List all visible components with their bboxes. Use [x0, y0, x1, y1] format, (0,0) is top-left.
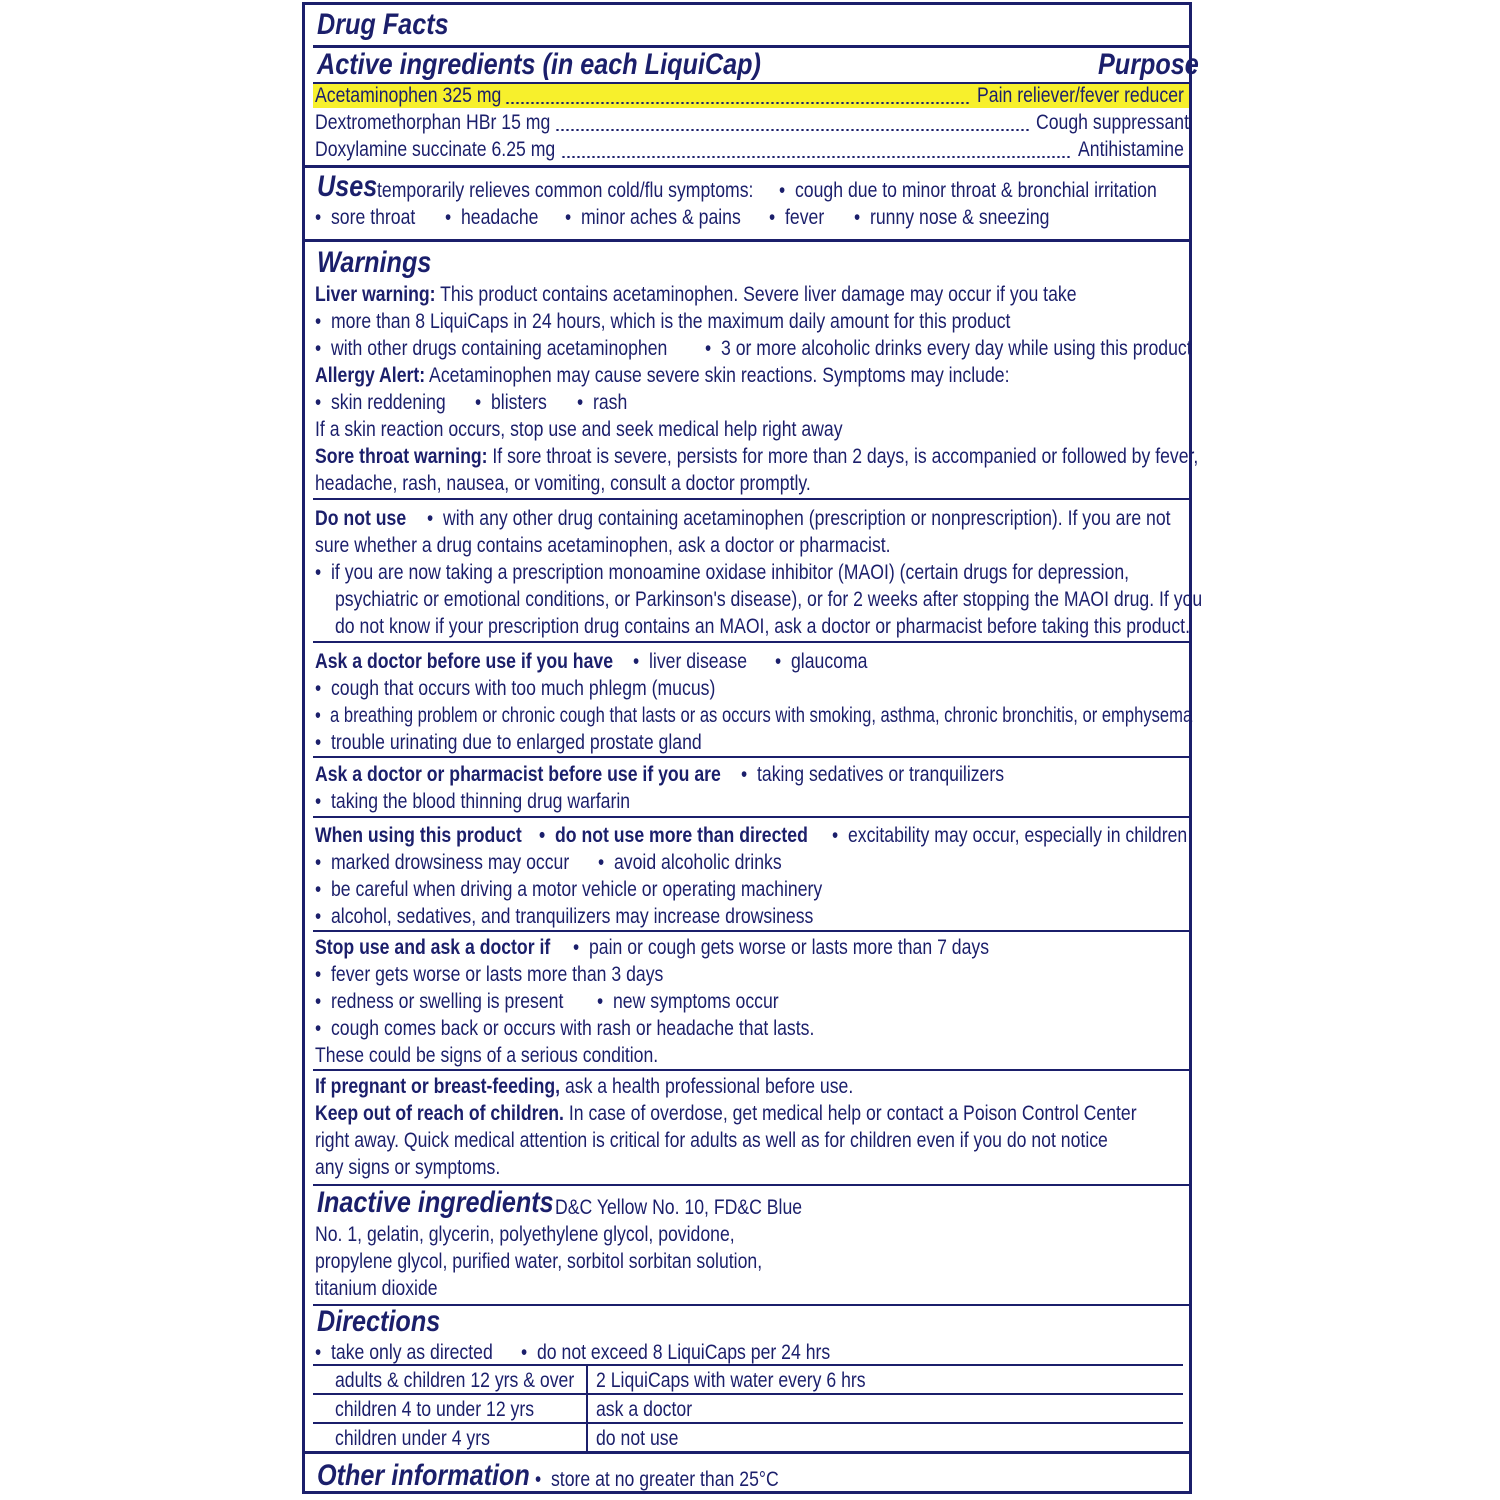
- do-not-use: Do not use: [315, 507, 407, 530]
- ingredient-purpose: Cough suppressant: [1036, 111, 1189, 134]
- sore-throat-warning: Sore throat warning: If sore throat is severe, persists for more than 2 days, is accompanied or followed by fever,: [315, 445, 1199, 468]
- when-using-item: • marked drowsiness may occur: [315, 851, 569, 875]
- when-using: When using this product: [315, 824, 522, 847]
- ask-doctor-item: • glaucoma: [775, 650, 867, 674]
- stop-use-note: These could be signs of a serious condition.: [315, 1044, 659, 1067]
- other-information-item: • store at no greater than 25°C: [535, 1468, 779, 1492]
- liver-warning: Liver warning: This product contains acetaminophen. Severe liver damage may occur if you take: [315, 283, 1077, 306]
- liver-item: • 3 or more alcoholic drinks every day while using this product: [705, 337, 1192, 361]
- use-item: • headache: [445, 206, 538, 230]
- sore-throat-text: headache, rash, nausea, or vomiting, consult a doctor promptly.: [315, 472, 811, 495]
- dosage-amount: do not use: [596, 1427, 679, 1450]
- ask-doctor-item: • trouble urinating due to enlarged prostate gland: [315, 731, 702, 755]
- do-not-use-text: sure whether a drug contains acetaminophen, ask a doctor or pharmacist.: [315, 534, 891, 557]
- directions-heading: Directions: [317, 1305, 441, 1338]
- allergy-item: • blisters: [475, 391, 547, 415]
- dosage-amount: 2 LiquiCaps with water every 6 hrs: [596, 1369, 866, 1392]
- use-item: • minor aches & pains: [565, 206, 741, 230]
- leader-dots: [555, 129, 1030, 131]
- ask-pharmacist: Ask a doctor or pharmacist before use if you are: [315, 763, 721, 786]
- divider: [313, 816, 1189, 818]
- ask-doctor-item: • liver disease: [633, 650, 747, 674]
- divider: [313, 756, 1189, 758]
- ask-doctor-item: • a breathing problem or chronic cough that lasts or as occurs with smoking, asthma, chronic bronchitis, or emphysema: [315, 704, 1192, 728]
- do-not-use-item: • if you are now taking a prescription monoamine oxidase inhibitor (MAOI) (certain drugs for depression,: [315, 561, 1129, 585]
- when-using-item: • do not use more than directed: [539, 824, 808, 848]
- when-using-item: • excitability may occur, especially in children: [832, 824, 1187, 848]
- allergy-item: • rash: [577, 391, 627, 415]
- divider: [305, 1451, 1189, 1454]
- drug-facts-panel: [302, 2, 1203, 1494]
- divider: [313, 1304, 1189, 1306]
- other-information-heading: Other information: [317, 1459, 530, 1492]
- liver-item: • with other drugs containing acetaminophen: [315, 337, 667, 361]
- uses-heading: Uses: [317, 170, 378, 203]
- directions-table-line: [313, 1364, 1183, 1366]
- ask-pharmacist-item: • taking the blood thinning drug warfarin: [315, 790, 630, 814]
- dosage-age: adults & children 12 yrs & over: [335, 1369, 575, 1392]
- do-not-use-item: • with any other drug containing acetaminophen (prescription or nonprescription). If you are not: [427, 507, 1171, 531]
- ingredient-purpose: Pain reliever/fever reducer: [977, 84, 1184, 107]
- divider: [313, 930, 1189, 932]
- inactive-text: D&C Yellow No. 10, FD&C Blue: [555, 1196, 803, 1219]
- directions-item: • do not exceed 8 LiquiCaps per 24 hrs: [521, 1341, 830, 1365]
- divider: [305, 239, 1189, 242]
- allergy-alert: Allergy Alert: Acetaminophen may cause severe skin reactions. Symptoms may include:: [315, 364, 1010, 387]
- when-using-item: • alcohol, sedatives, and tranquilizers may increase drowsiness: [315, 905, 813, 929]
- stop-use-item: • new symptoms occur: [597, 990, 779, 1014]
- directions-table-line: [313, 1393, 1183, 1395]
- dosage-amount: ask a doctor: [596, 1398, 693, 1421]
- inactive-text: propylene glycol, purified water, sorbitol sorbitan solution,: [315, 1250, 763, 1273]
- leader-dots: [561, 156, 1071, 158]
- use-item: • fever: [769, 206, 824, 230]
- keep-out-warning: Keep out of reach of children. In case of overdose, get medical help or contact a Poison Control Center: [315, 1102, 1137, 1125]
- stop-use-item: • cough comes back or occurs with rash or headache that lasts.: [315, 1017, 814, 1041]
- leader-dots: [505, 102, 970, 104]
- dosage-age: children 4 to under 12 yrs: [335, 1398, 535, 1421]
- use-item: • cough due to minor throat & bronchial irritation: [779, 179, 1157, 203]
- ingredient-name: Acetaminophen 325 mg: [315, 84, 502, 107]
- divider: [305, 165, 1189, 168]
- inactive-text: No. 1, gelatin, glycerin, polyethylene glycol, povidone,: [315, 1223, 735, 1246]
- ingredient-name: Dextromethorphan HBr 15 mg: [315, 111, 551, 134]
- do-not-use-text: psychiatric or emotional conditions, or Parkinson's disease), or for 2 weeks after stopping the MAOI drug. If you: [335, 588, 1203, 611]
- ask-pharmacist-item: • taking sedatives or tranquilizers: [741, 763, 1004, 787]
- ask-doctor-item: • cough that occurs with too much phlegm (mucus): [315, 677, 715, 701]
- allergy-item: • skin reddening: [315, 391, 446, 415]
- do-not-use-text: do not know if your prescription drug contains an MAOI, ask a doctor or pharmacist before taking this product.: [335, 615, 1190, 638]
- ingredient-name: Doxylamine succinate 6.25 mg: [315, 138, 556, 161]
- use-item: • sore throat: [315, 206, 415, 230]
- use-item: • runny nose & sneezing: [854, 206, 1049, 230]
- divider: [313, 1069, 1189, 1071]
- dosage-age: children under 4 yrs: [335, 1427, 490, 1450]
- directions-table-column-line: [586, 1365, 588, 1451]
- uses-intro: temporarily relieves common cold/flu symptoms:: [377, 179, 754, 202]
- divider: [313, 641, 1189, 643]
- when-using-item: • be careful when driving a motor vehicle or operating machinery: [315, 878, 822, 902]
- drug-facts-title: Drug Facts: [317, 8, 449, 41]
- allergy-note: If a skin reaction occurs, stop use and seek medical help right away: [315, 418, 843, 441]
- when-using-item: • avoid alcoholic drinks: [598, 851, 782, 875]
- divider: [313, 498, 1189, 500]
- ask-doctor: Ask a doctor before use if you have: [315, 650, 614, 673]
- stop-use: Stop use and ask a doctor if: [315, 936, 551, 959]
- ingredient-purpose: Antihistamine: [1078, 138, 1184, 161]
- directions-table-line: [313, 1422, 1183, 1424]
- active-ingredients-heading: Active ingredients (in each LiquiCap): [317, 48, 761, 81]
- keep-out-text: any signs or symptoms.: [315, 1156, 501, 1179]
- keep-out-text: right away. Quick medical attention is critical for adults as well as for children even if you do not notice: [315, 1129, 1108, 1152]
- liver-item: • more than 8 LiquiCaps in 24 hours, which is the maximum daily amount for this product: [315, 310, 1010, 334]
- inactive-text: titanium dioxide: [315, 1277, 438, 1300]
- pregnant-warning: If pregnant or breast-feeding, ask a health professional before use.: [315, 1075, 854, 1098]
- purpose-heading: Purpose: [1098, 48, 1199, 81]
- stop-use-item: • redness or swelling is present: [315, 990, 563, 1014]
- directions-item: • take only as directed: [315, 1341, 493, 1365]
- inactive-heading: Inactive ingredients: [317, 1186, 554, 1219]
- stop-use-item: • pain or cough gets worse or lasts more than 7 days: [573, 936, 989, 960]
- warnings-heading: Warnings: [317, 246, 432, 279]
- stop-use-item: • fever gets worse or lasts more than 3 days: [315, 963, 663, 987]
